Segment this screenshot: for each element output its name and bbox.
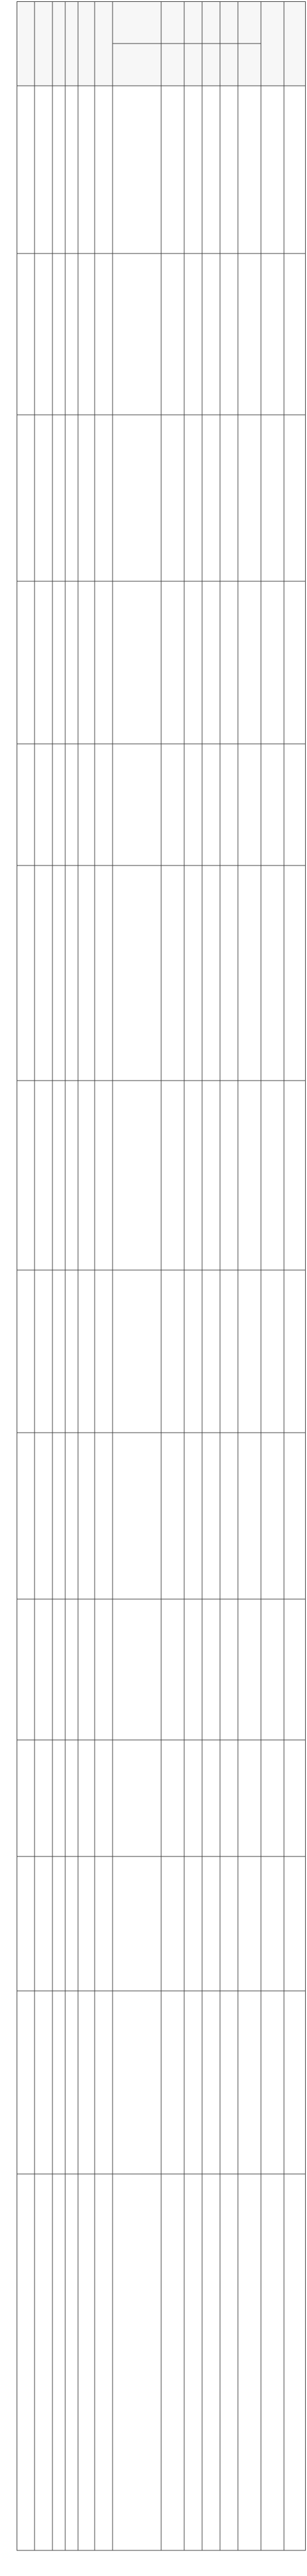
document-title-area	[1, 1, 15, 2573]
table-lines	[17, 1, 306, 2550]
recruitment-table-grid	[17, 1, 306, 2573]
document-page	[1, 1, 306, 2573]
recruitment-table	[17, 1, 306, 2573]
document-title-column	[1, 1, 15, 2573]
